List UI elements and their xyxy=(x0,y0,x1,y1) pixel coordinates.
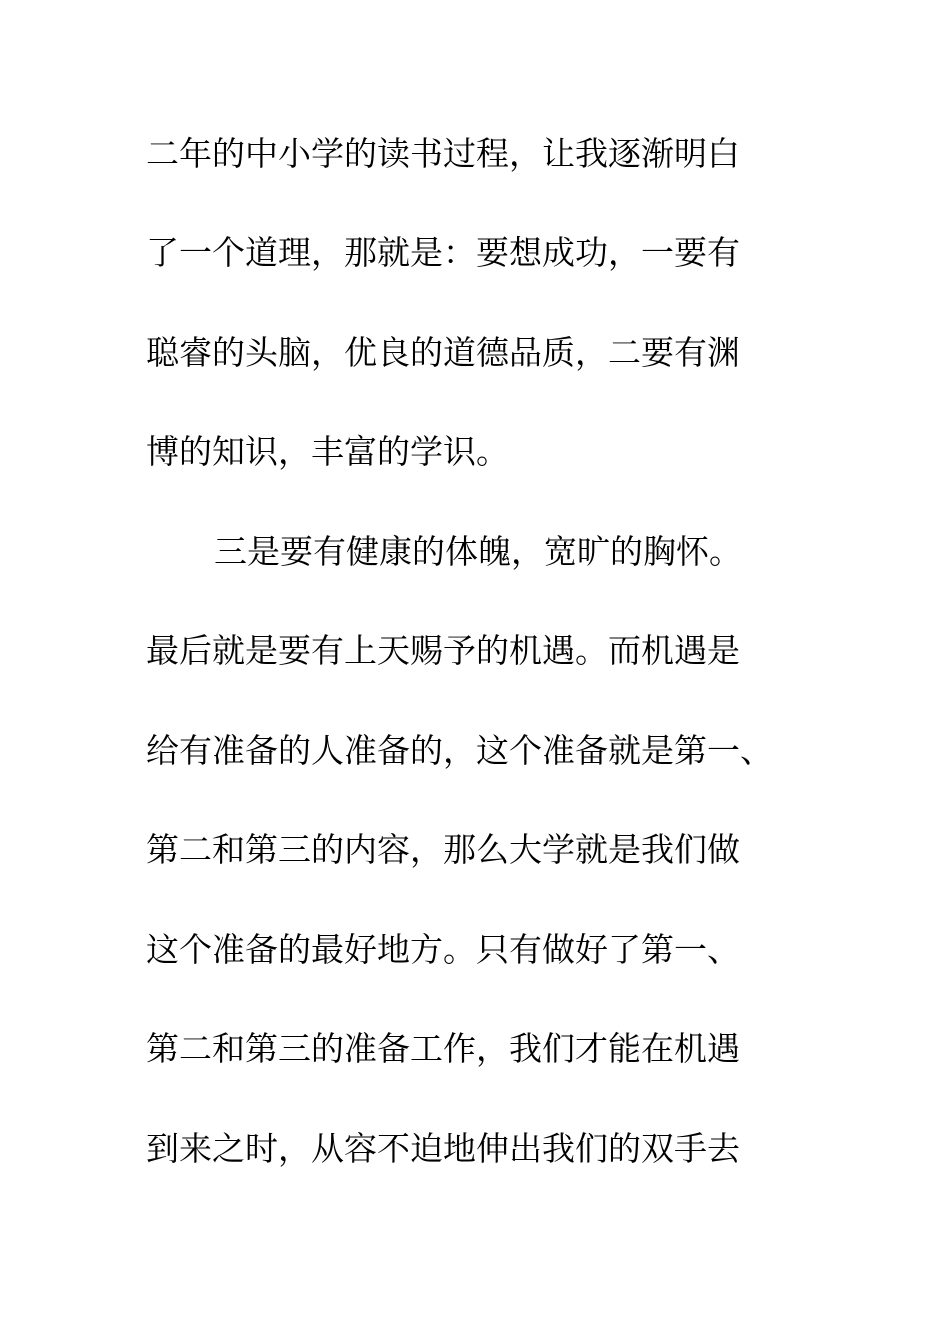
text-line: 第二和第三的准备工作，我们才能在机遇 xyxy=(146,1029,740,1068)
paragraph-start-line: 三是要有健康的体魄，宽旷的胸怀。 xyxy=(214,532,742,571)
text-line: 最后就是要有上天赐予的机遇。而机遇是 xyxy=(146,631,740,670)
text-line: 了一个道理，那就是：要想成功，一要有 xyxy=(146,233,740,272)
text-line: 这个准备的最好地方。只有做好了第一、 xyxy=(146,930,740,969)
text-line: 到来之时，从容不迫地伸出我们的双手去 xyxy=(146,1129,740,1168)
text-line: 第二和第三的内容，那么大学就是我们做 xyxy=(146,830,740,869)
text-line: 博的知识，丰富的学识。 xyxy=(146,432,509,471)
text-line: 聪睿的头脑，优良的道德品质，二要有渊 xyxy=(146,333,740,372)
text-line: 二年的中小学的读书过程，让我逐渐明白 xyxy=(146,134,740,173)
text-line: 给有准备的人准备的，这个准备就是第一、 xyxy=(146,731,773,770)
